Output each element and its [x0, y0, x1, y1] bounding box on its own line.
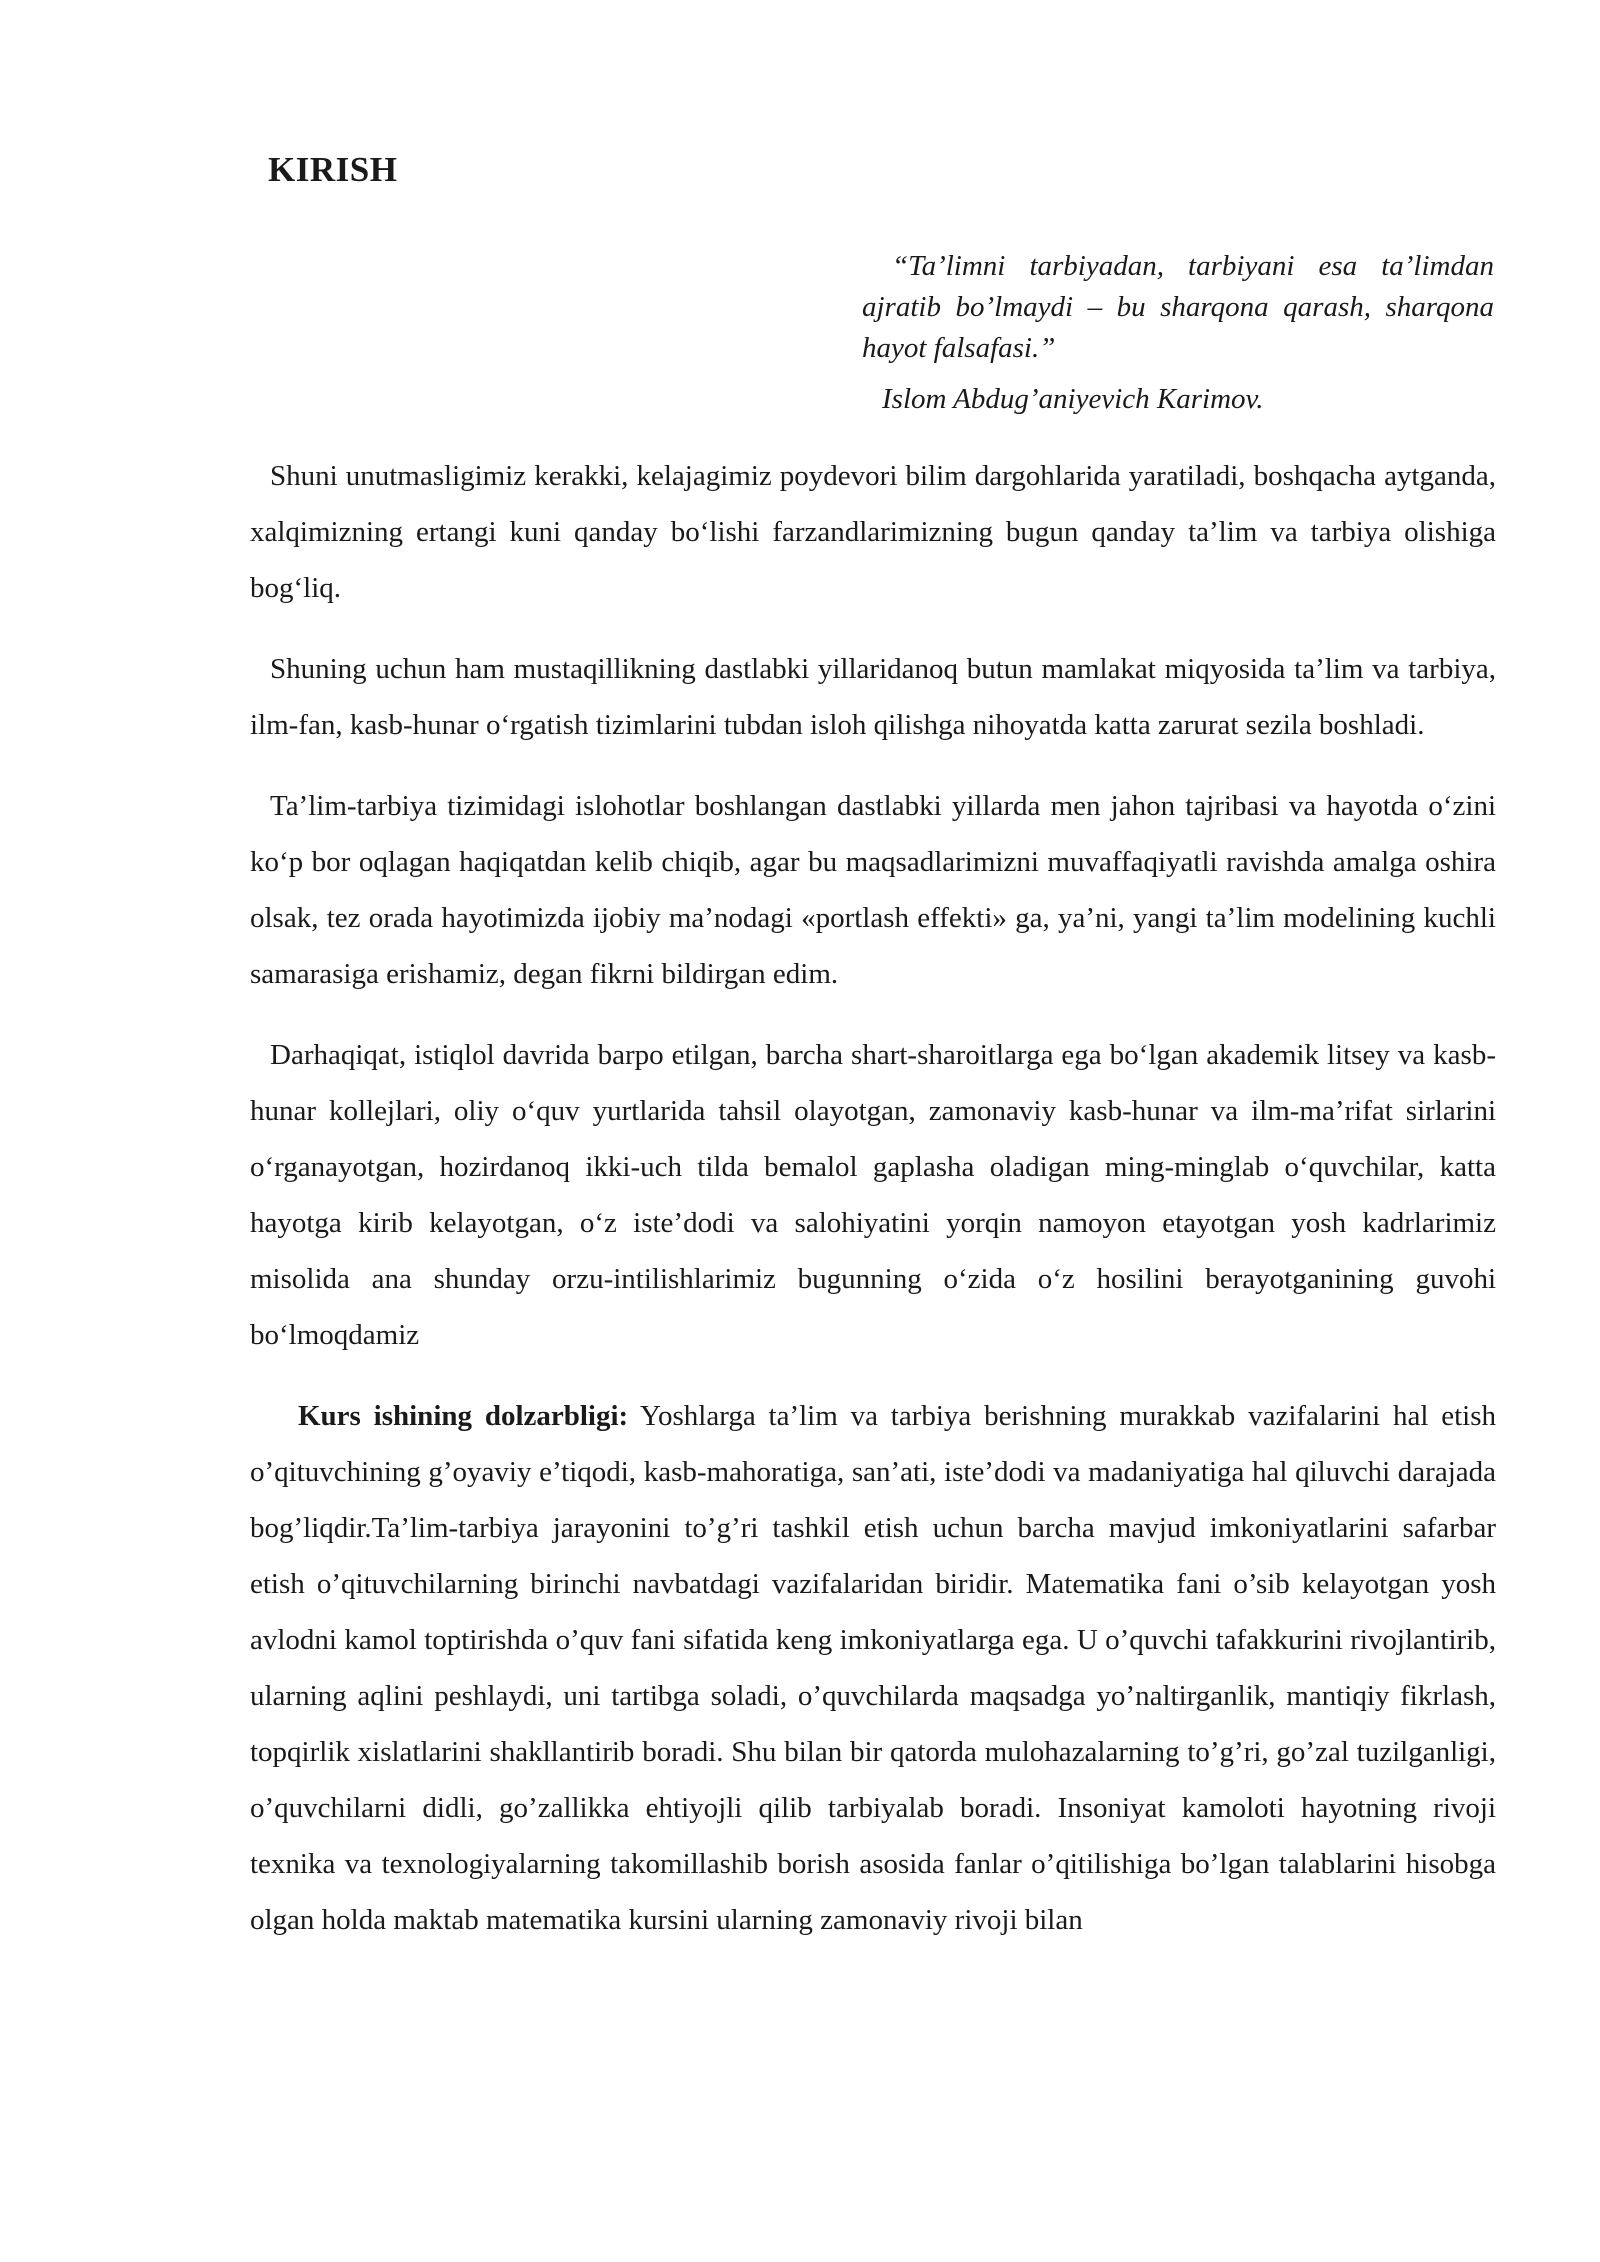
epigraph-author: Islom Abdug’aniyevich Karimov.	[882, 383, 1264, 415]
paragraph-relevance	[250, 1388, 1496, 1948]
paragraph: Shuni unutmasligimiz kerakki, kelajagimiz poydevori bilim dargohlarida yaratiladi, boshqacha aytganda, xalqimizning ertangi kuni qanday bo‘lishi farzandlarimizning bugun qanday ta’lim va tarbiya olishiga bog‘liq.	[250, 460, 1496, 604]
section-heading: KIRISH	[268, 150, 398, 189]
relevance-text: Yoshlarga ta’lim va tarbiya berishning murakkab vazifalarini hal etish o’qituvchining g’oyaviy e’tiqodi, kasb-mahoratiga, san’ati, iste’dodi va madaniyatiga hal qiluvchi darajada bog’liqdir.Ta’lim-tarbiya jarayonini to’g’ri tashkil etish uchun barcha mavjud imkoniyatlarini safarbar etish o’qituvchilarning birinchi navbatdagi vazifalaridan biridir. Matematika fani o’sib kelayotgan yosh avlodni kamol toptirishda o’quv fani sifatida keng imkoniyatlarga ega. U o’quvchi tafakkurini rivojlantirib, ularning aqlini peshlaydi, uni tartibga soladi, o’quvchilarda maqsadga yo’naltirganlik, mantiqiy fikrlash, topqirlik xislatlarini shakllantirib boradi. Shu bilan bir qatorda mulohazalarning to’g’ri, go’zal tuzilganligi, o’quvchilarni didli, go’zallikka ehtiyojli qilib tarbiyalab boradi. Insoniyat kamoloti hayotning rivoji texnika va texnologiyalarning takomillashib borish asosida fanlar o’qitilishiga bo’lgan talablarini hisobga olgan holda maktab matematika kursini ularning zamonaviy rivoji bilan	[250, 1400, 1496, 1936]
paragraph: Ta’lim-tarbiya tizimidagi islohotlar boshlangan dastlabki yillarda men jahon tajribasi va hayotda o‘zini ko‘p bor oqlagan haqiqatdan kelib chiqib, agar bu maqsadlarimizni muvaffaqiyatli ravishda amalga oshira olsak, tez orada hayotimizda ijobiy ma’nodagi «portlash effekti» ga, ya’ni, yangi ta’lim modelining kuchli samarasiga erishamiz, degan fikrni bildirgan edim.	[250, 790, 1496, 990]
relevance-label: Kurs ishining dolzarbligi:	[298, 1400, 629, 1432]
body-text	[250, 448, 1496, 1973]
paragraph: Shuning uchun ham mustaqillikning dastlabki yillaridanoq butun mamlakat miqyosida ta’lim va tarbiya, ilm-fan, kasb-hunar o‘rgatish tizimlarini tubdan isloh qilishga nihoyatda katta zarurat sezila boshladi.	[250, 653, 1496, 741]
paragraph: Darhaqiqat, istiqlol davrida barpo etilgan, barcha shart-sharoitlarga ega bo‘lgan akademik litsey va kasb-hunar kollejlari, oliy o‘quv yurtlarida tahsil olayotgan, zamonaviy kasb-hunar va ilm-ma’rifat sirlarini o‘rganayotgan, hozirdanoq ikki-uch tilda bemalol gaplasha oladigan ming-minglab o‘quvchilar, katta hayotga kirib kelayotgan, o‘z iste’dodi va salohiyatini yorqin namoyon etayotgan yosh kadrlarimiz misolida ana shunday orzu-intilishlarimiz bugunning o‘zida o‘z hosilini berayotganining guvohi bo‘lmoqdamiz	[250, 1039, 1496, 1351]
epigraph-quote: “Ta’limni tarbiyadan, tarbiyani esa ta’limdan ajratib bo’lmaydi – bu sharqona qarash, sharqona hayot falsafasi.”	[862, 250, 1494, 364]
